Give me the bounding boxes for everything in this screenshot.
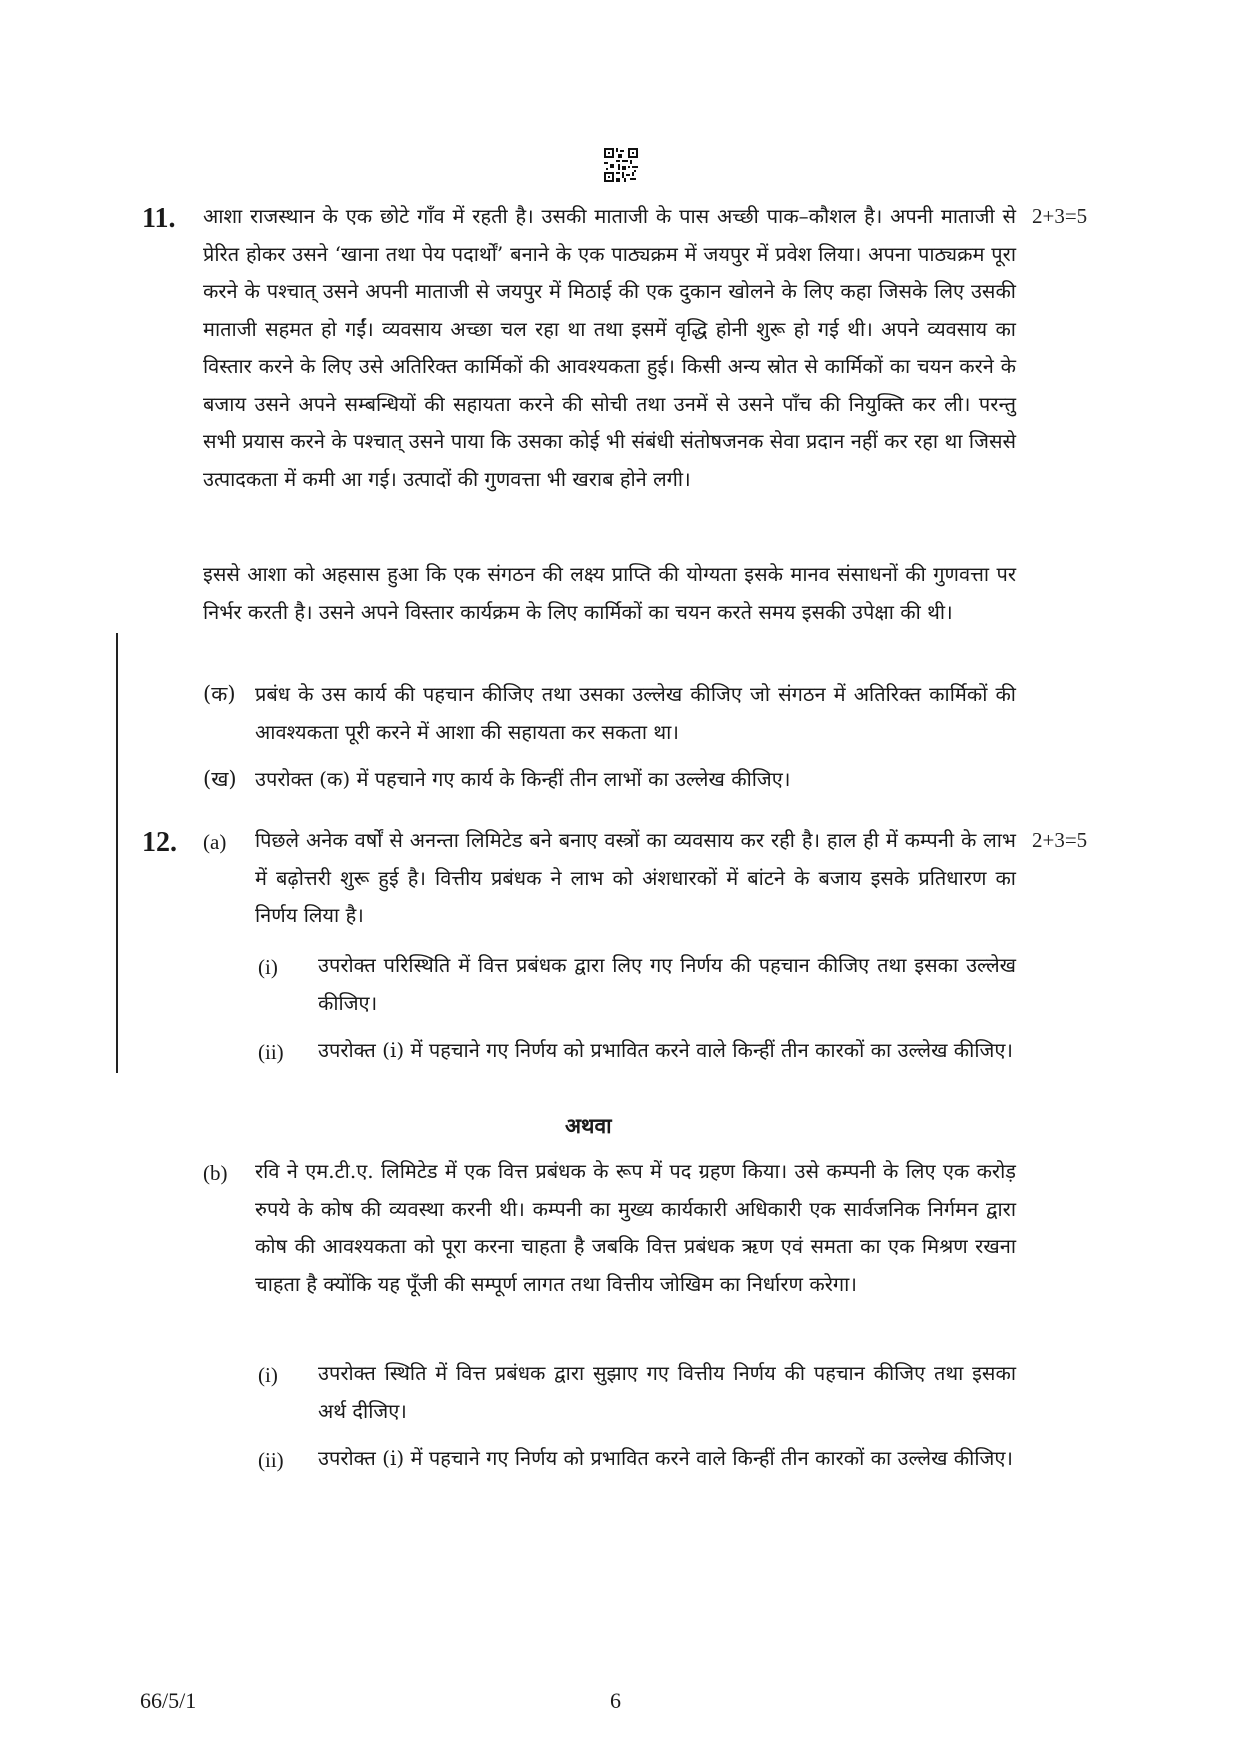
question-11-part-kha-text: उपरोक्त (क) में पहचाने गए कार्य के किन्हीं तीन लाभों का उल्लेख कीजिए। — [255, 767, 791, 791]
question-11-marks: 2+3=5 — [1032, 204, 1088, 228]
question-11-part-ka-label: (क) — [203, 682, 236, 706]
question-12-part-b-i-label: (i) — [258, 1363, 278, 1387]
question-12-part-a-i-text: उपरोक्त परिस्थिति में वित्त प्रबंधक द्वारा लिए गए निर्णय की पहचान कीजिए तथा इसका उल्लेख कीजिए। — [318, 953, 1016, 1015]
question-12-part-b-ii-label: (ii) — [258, 1448, 284, 1472]
paper-code: 66/5/1 — [140, 1688, 197, 1713]
or-divider: अथवा — [565, 1113, 612, 1138]
question-12-part-a-label: (a) — [203, 830, 227, 854]
qr-code-icon — [604, 148, 638, 182]
question-11-passage-2: इससे आशा को अहसास हुआ कि एक संगठन की लक्ष्य प्राप्ति की योग्यता इसके मानव संसाधनों की गुणवत्ता पर निर्भर करती है। उसने अपने विस्तार कार्यक्रम के लिए कार्मिकों का चयन करते समय इसकी उपेक्षा की थी। — [203, 562, 1016, 624]
question-11-part-ka-text: प्रबंध के उस कार्य की पहचान कीजिए तथा उसका उल्लेख कीजिए जो संगठन में अतिरिक्त कार्मिकों की आवश्यकता पूरी करने में आशा की सहायता कर सकता था। — [255, 682, 1016, 744]
question-11-part-kha-label: (ख) — [203, 767, 237, 791]
question-12-part-b-label: (b) — [203, 1161, 228, 1185]
question-12-part-b-i-text: उपरोक्त स्थिति में वित्त प्रबंधक द्वारा सुझाए गए वित्तीय निर्णय की पहचान कीजिए तथा इसका अर्थ दीजिए। — [318, 1361, 1016, 1423]
question-12-part-a-ii-label: (ii) — [258, 1040, 284, 1064]
question-11-passage: आशा राजस्थान के एक छोटे गाँव में रहती है। उसकी माताजी के पास अच्छी पाक–कौशल है। अपनी माताजी से प्रेरित होकर उसने ‘खाना तथा पेय पदार्थों’ बनाने के एक पाठ्यक्रम में जयपुर में प्रवेश लिया। अपना पाठ्यक्रम पूरा करने के पश्चात् उसने अपनी माताजी से जयपुर में मिठाई की एक दुकान खोलने के लिए कहा जिसके लिए उसकी माताजी सहमत हो गईं। व्यवसाय अच्छा चल रहा था तथा इसमें वृद्धि होनी शुरू हो गई थी। अपने व्यवसाय का विस्तार करने के लिए उसे अतिरिक्त कार्मिकों की आवश्यकता हुई। किसी अन्य स्रोत से कार्मिकों का चयन करने के बजाय उसने अपने सम्बन्धियों की सहायता करने की सोची तथा उनमें से उसने पाँच की नियुक्ति कर ली। परन्तु सभी प्रयास करने के पश्चात् उसने पाया कि उसका कोई भी संबंधी संतोषजनक सेवा प्रदान नहीं कर रहा था जिससे उत्पादकता में कमी आ गई। उत्पादों की गुणवत्ता भी खराब होने लगी। — [203, 204, 1016, 491]
question-12-part-a-i-label: (i) — [258, 955, 278, 979]
question-12-part-b-ii-text: उपरोक्त (i) में पहचाने गए निर्णय को प्रभावित करने वाले किन्हीं तीन कारकों का उल्लेख कीजिए। — [318, 1446, 1014, 1470]
question-12-marks: 2+3=5 — [1032, 828, 1088, 852]
question-11-number: 11. — [142, 203, 176, 234]
question-12-part-a-text: पिछले अनेक वर्षों से अनन्ता लिमिटेड बने बनाए वस्त्रों का व्यवसाय कर रही है। हाल ही में कम्पनी के लाभ में बढ़ोत्तरी शुरू हुई है। वित्तीय प्रबंधक ने लाभ को अंशधारकों में बांटने के बजाय इसके प्रतिधारण का निर्णय लिया है। — [255, 828, 1016, 927]
revision-margin-bar — [116, 633, 118, 1073]
page-number: 6 — [610, 1688, 621, 1713]
question-12-number: 12. — [142, 827, 177, 858]
question-12-part-a-ii-text: उपरोक्त (i) में पहचाने गए निर्णय को प्रभावित करने वाले किन्हीं तीन कारकों का उल्लेख कीजिए। — [318, 1038, 1014, 1062]
question-12-part-b-text: रवि ने एम.टी.ए. लिमिटेड में एक वित्त प्रबंधक के रूप में पद ग्रहण किया। उसे कम्पनी के लिए एक करोड़ रुपये के कोष की व्यवस्था करनी थी। कम्पनी का मुख्य कार्यकारी अधिकारी एक सार्वजनिक निर्गमन द्वारा कोष की आवश्यकता को पूरा करना चाहता है जबकि वित्त प्रबंधक ऋण एवं समता का एक मिश्रण रखना चाहता है क्योंकि यह पूँजी की सम्पूर्ण लागत तथा वित्तीय जोखिम का निर्धारण करेगा। — [255, 1159, 1016, 1296]
